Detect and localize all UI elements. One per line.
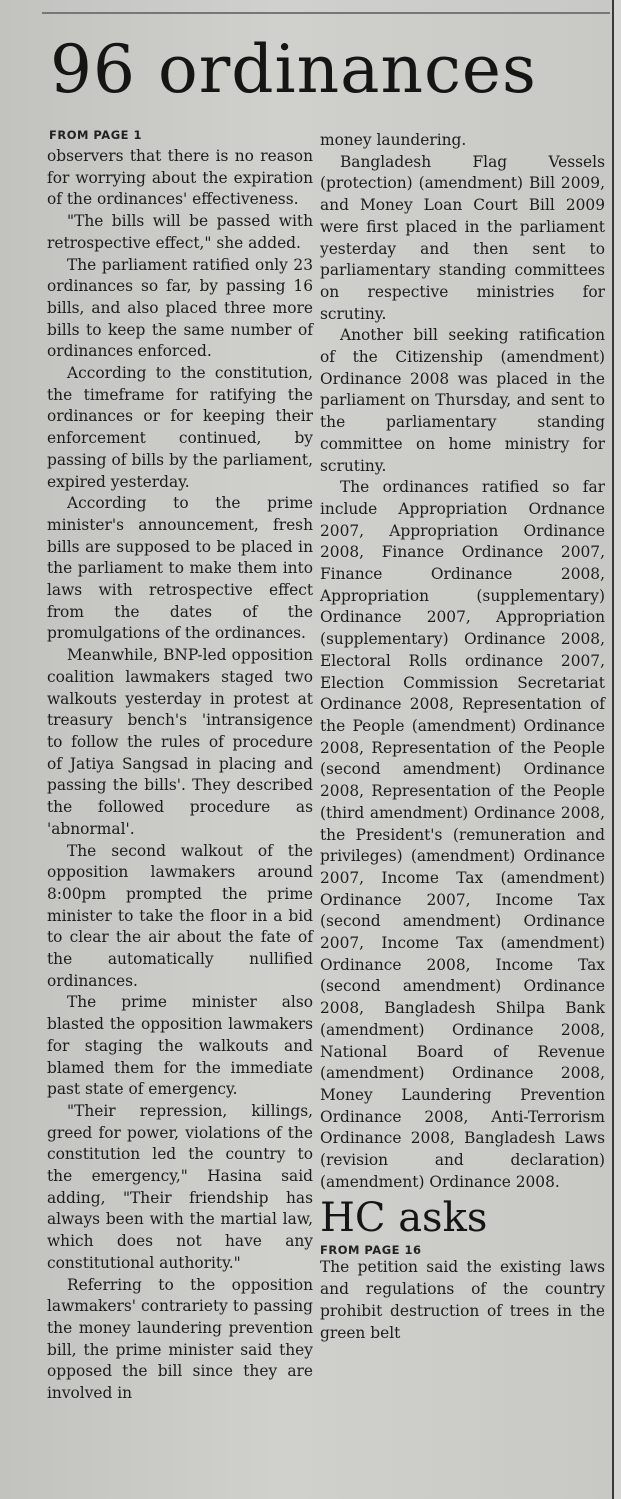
article-column-2 xyxy=(320,130,605,1344)
paragraph: Another bill seeking ratification of the Citizenship (amendment) Ordinance 2008 was placed in the parliament on Thursday, and sent to the parliamentary standing committee on home ministry for scrutiny. xyxy=(320,326,605,475)
paragraph: According to the prime minister's announcement, fresh bills are supposed to be placed in the parliament to make them into laws with retrospective effect from the dates of the promulgations of the ordinances. xyxy=(47,494,313,643)
paragraph: Referring to the opposition lawmakers' contrariety to passing the money laundering prevention bill, the prime minister said they opposed the bill since they are involved in xyxy=(47,1275,313,1403)
kicker-from-page-1: FROM PAGE 1 xyxy=(49,128,143,142)
paragraph: The petition said the existing laws and regulations of the country prohibit destruction of trees in the green belt xyxy=(320,1258,605,1342)
adjacent-column-edge xyxy=(614,0,621,1499)
article-column-1 xyxy=(47,146,313,1405)
paragraph: The second walkout of the opposition lawmakers around 8:00pm prompted the prime minister to take the floor in a bid to clear the air about the fate of the automatically nullified ordinances. xyxy=(47,841,313,990)
paragraph: According to the constitution, the timeframe for ratifying the ordinances or for keeping their enforcement continued, by passing of bills by the parliament, expired yesterday. xyxy=(47,364,313,491)
headline: 96 ordinances xyxy=(50,31,537,108)
paragraph: Bangladesh Flag Vessels (protection) (amendment) Bill 2009, and Money Loan Court Bill 2009 were first placed in the parliament yesterday and then sent to parliamentary standing committees on respective ministries for scrutiny. xyxy=(320,152,605,323)
paragraph: "Their repression, killings, greed for power, violations of the constitution led the country to the emergency," Hasina said adding, "Their friendship has always been with the martial law, which does not have any constitutional authority." xyxy=(47,1101,313,1272)
paragraph: The ordinances ratified so far include Appropriation Ordnance 2007, Appropriation Ordinance 2008, Finance Ordinance 2007, Finance Ordinance 2008, Appropriation (supplementary) Ordinance 2007, Appropriation (supplementary) Ordinance 2008, Electoral Rolls ordinance 2007, Election Commission Secretariat Ordinance 2008, Representation of the People (amendment) Ordinance 2008, Representation of the People (second amendment) Ordinance 2008, Representation of the People (third amendment) Ordinance 2008, the President's (remuneration and privileges) (amendment) Ordinance 2007, Income Tax (amendment) Ordinance 2007, Income Tax (second amendment) Ordinance 2007, Income Tax (amendment) Ordinance 2008, Income Tax (second amendment) Ordinance 2008, Bangladesh Shilpa Bank (amendment) Ordinance 2008, National Board of Revenue (amendment) Ordinance 2008, Money Laundering Prevention Ordinance 2008, Anti-Terrorism Ordinance 2008, Bangladesh Laws (revision and declaration) (amendment) Ordinance 2008. xyxy=(320,478,605,1191)
subheadline: HC asks xyxy=(320,1195,488,1242)
paragraph: Meanwhile, BNP-led opposition coalition lawmakers staged two walkouts yesterday in protest at treasury bench's 'intransigence to follow the rules of procedure of Jatiya Sangsad in placing and passing the bills'. They described the followed procedure as 'abnormal'. xyxy=(47,646,313,838)
paragraph: The prime minister also blasted the opposition lawmakers for staging the walkouts and blamed them for the immediate past state of emergency. xyxy=(47,993,313,1099)
kicker-from-page-16: FROM PAGE 16 xyxy=(320,1243,422,1258)
paragraph: "The bills will be passed with retrospective effect," she added. xyxy=(47,212,313,252)
paragraph: observers that there is no reason for worrying about the expiration of the ordinances' effectiveness. xyxy=(47,147,313,209)
paragraph: money laundering. xyxy=(320,131,467,149)
top-rule xyxy=(42,12,610,14)
paragraph: The parliament ratified only 23 ordinances so far, by passing 16 bills, and also placed three more bills to keep the same number of ordinances enforced. xyxy=(47,255,313,361)
